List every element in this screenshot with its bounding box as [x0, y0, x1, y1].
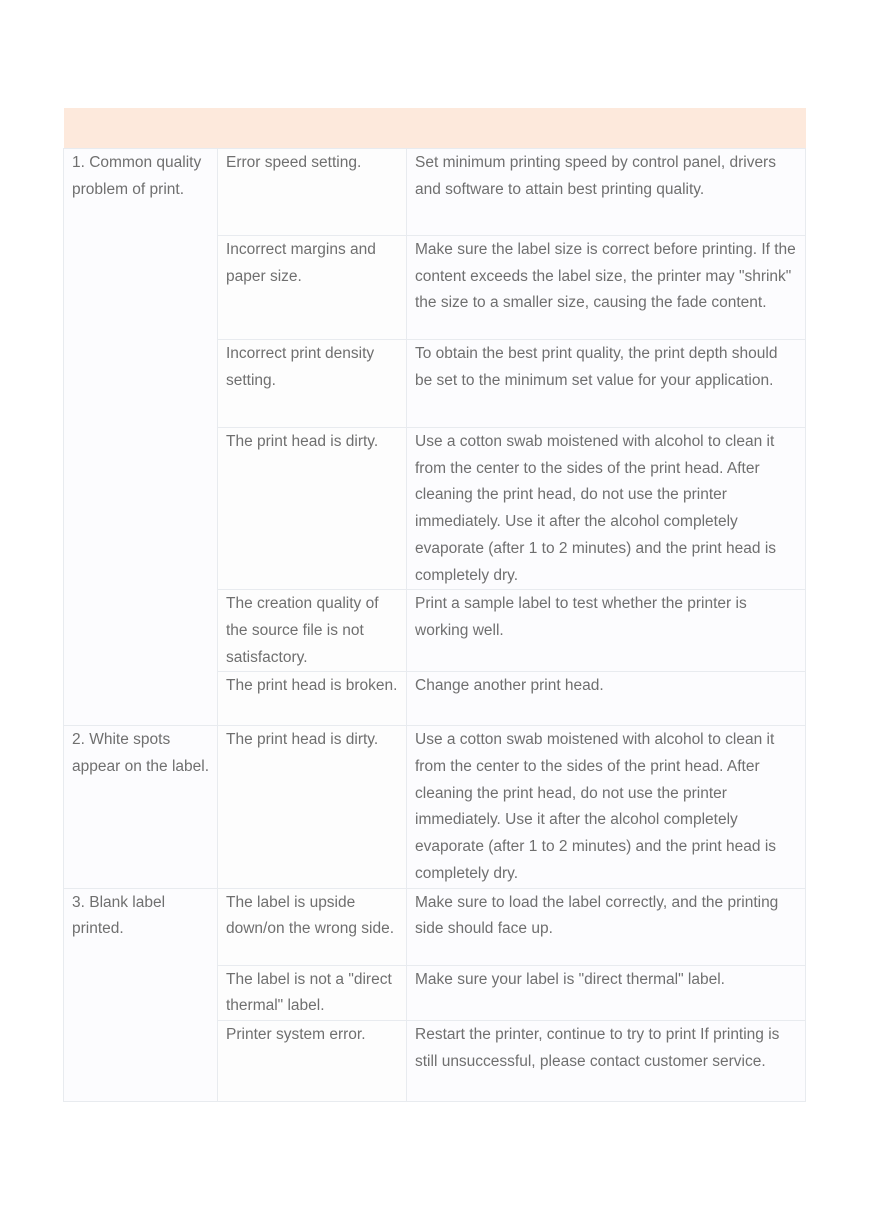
table-row [64, 149, 806, 236]
table-row [64, 888, 806, 965]
solution-cell: Restart the printer, continue to try to print If printing is still unsuccessful, please contact customer service. [407, 1020, 806, 1101]
cause-cell: The creation quality of the source file is not satisfactory. [218, 590, 407, 672]
solution-cell: Change another print head. [407, 672, 806, 726]
solution-cell: Use a cotton swab moistened with alcohol to clean it from the center to the sides of the print head. After cleaning the print head, do not use the printer immediately. Use it after the alcohol completely evaporate (after 1 to 2 minutes) and the print head is completely dry. [407, 726, 806, 888]
cause-cell: Error speed setting. [218, 149, 407, 236]
solution-cell: Set minimum printing speed by control panel, drivers and software to attain best printing quality. [407, 149, 806, 236]
cause-cell: The print head is dirty. [218, 428, 407, 590]
problem-cell: 2. White spots appear on the label. [64, 726, 218, 888]
solution-cell: Make sure the label size is correct before printing. If the content exceeds the label size, the printer may "shrink" the size to a smaller size, causing the fade content. [407, 236, 806, 340]
troubleshooting-table [63, 108, 806, 1102]
cause-cell: The label is upside down/on the wrong side. [218, 888, 407, 965]
cause-cell: The print head is broken. [218, 672, 407, 726]
cause-cell: Incorrect print density setting. [218, 340, 407, 428]
table-header-row [64, 108, 806, 149]
table-header-cell [64, 108, 806, 149]
solution-cell: Make sure your label is "direct thermal" label. [407, 965, 806, 1020]
solution-cell: Make sure to load the label correctly, and the printing side should face up. [407, 888, 806, 965]
problem-cell: 3. Blank label printed. [64, 888, 218, 1101]
cause-cell: The label is not a "direct thermal" label. [218, 965, 407, 1020]
problem-cell: 1. Common quality problem of print. [64, 149, 218, 726]
cause-cell: Printer system error. [218, 1020, 407, 1101]
cause-cell: Incorrect margins and paper size. [218, 236, 407, 340]
cause-cell: The print head is dirty. [218, 726, 407, 888]
solution-cell: Use a cotton swab moistened with alcohol to clean it from the center to the sides of the print head. After cleaning the print head, do not use the printer immediately. Use it after the alcohol completely evaporate (after 1 to 2 minutes) and the print head is completely dry. [407, 428, 806, 590]
solution-cell: Print a sample label to test whether the printer is working well. [407, 590, 806, 672]
table-row [64, 726, 806, 888]
solution-cell: To obtain the best print quality, the print depth should be set to the minimum set value for your application. [407, 340, 806, 428]
